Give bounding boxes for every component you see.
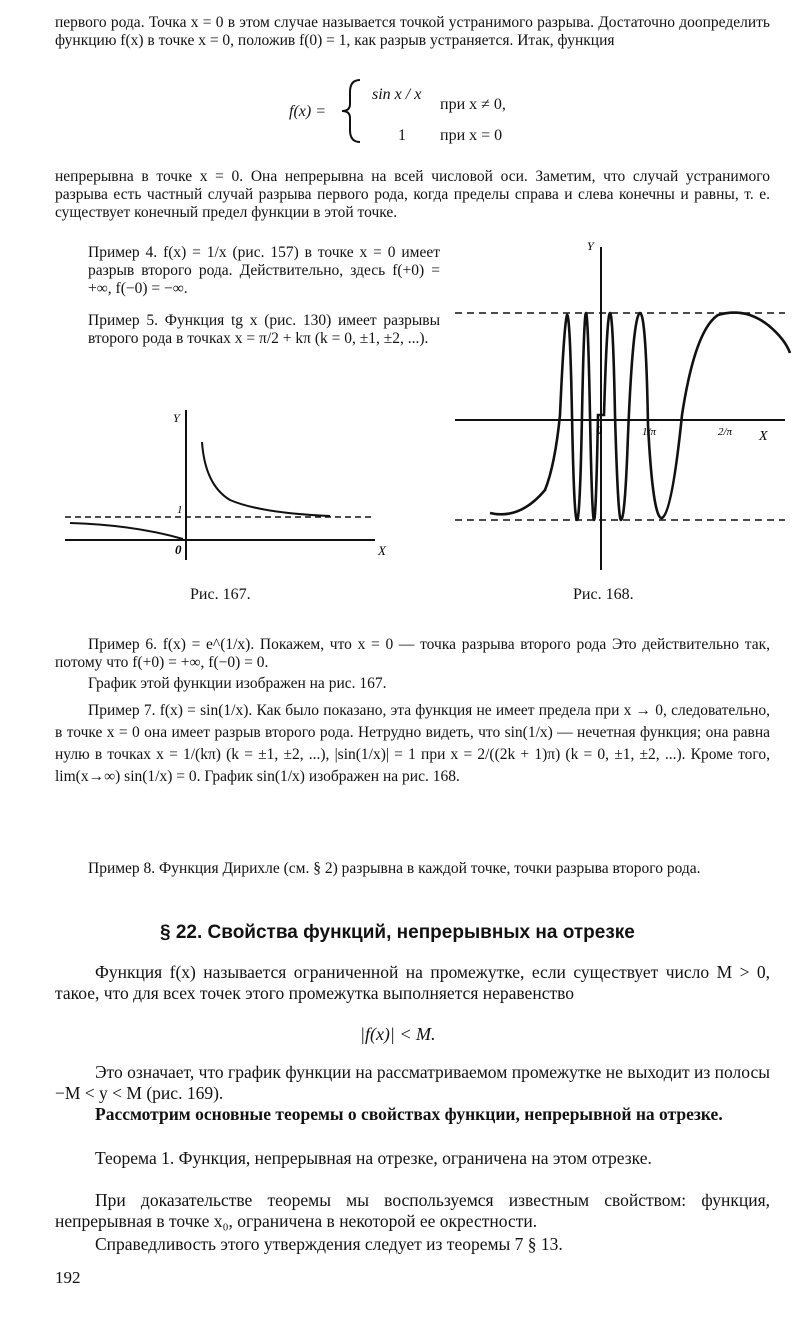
paragraph-justification: Справедливость этого утверждения следует из теоремы 7 § 13. [95,1234,563,1254]
fig168-y-label: Y [587,239,594,253]
section-heading: § 22. Свойства функций, непрерывных на отрезке [160,922,635,943]
paragraph-continuity: непрерывна в точке x = 0. Она непрерывна на всей числовой оси. Заметим, что случай устранимого разрыва есть частный случай разрыва первого рода, когда пределы справа и слева конечны и равны, т. е. существует конечный предел функции в этой точке. [55,168,770,221]
theorem-1: Теорема 1. Функция, непрерывная на отрезке, ограничена на этом отрезке. [95,1148,652,1168]
fig168-tick2-label: 2/π [718,426,733,438]
figure-168 [450,235,795,580]
formula-row1-cond: при x ≠ 0, [440,96,506,113]
formula-brace [338,76,368,146]
fig167-curve-left [70,523,183,539]
formula-row2-expr: 1 [398,127,406,144]
example-6-graph: График этой функции изображен на рис. 167. [88,675,387,692]
fig168-origin-label: 0 [596,423,602,437]
formula-lhs: f(x) = [289,103,326,120]
example-4: Пример 4. f(x) = 1/x (рис. 157) в точке x = 0 имеет разрыв второго рода. Действительно, здесь f(+0) = +∞, f(−0) = −∞. [88,244,440,297]
figure-167 [55,400,385,570]
figure-167-caption: Рис. 167. [190,586,251,603]
fig168-curve [490,313,790,520]
example-6: Пример 6. f(x) = e^(1/x). Покажем, что x = 0 — точка разрыва второго рода Это действительно так, потому что f(+0) = +∞, f(−0) = 0. [55,636,770,671]
paragraph-intro: первого рода. Точка x = 0 в этом случае называется точкой устранимого разрыва. Достаточно доопределить функцию f(x) в точке x = 0, положив f(0) = 1, как разрыв устраняется. Итак, функция [55,14,770,49]
page-number: 192 [55,1268,81,1287]
example-5: Пример 5. Функция tg x (рис. 130) имеет разрывы второго рода в точках x = π/2 + kπ (k = 0, ±1, ±2, ...). [88,312,440,347]
formula-row2-cond: при x = 0 [440,127,503,144]
inequality: |f(x)| < M. [360,1024,436,1044]
paragraph-consider: Рассмотрим основные теоремы о свойствах функции, непрерывной на отрезке. [95,1104,723,1124]
fig167-one-label: 1 [177,504,183,516]
figure-168-caption: Рис. 168. [573,586,634,603]
example-8: Пример 8. Функция Дирихле (см. § 2) разрывна в каждой точке, точки разрыва второго рода. [88,860,701,877]
formula-row1-expr: sin x / x [372,86,422,103]
fig167-x-label: X [378,543,386,558]
paragraph-definition: Функция f(x) называется ограниченной на промежутке, если существует число M > 0, такое, что для всех точек этого промежутка выполняется неравенство [55,962,770,1003]
paragraph-proof: При доказательстве теоремы мы воспользуемся известным свойством: функция, непрерывная в точке x₀, ограничена в некоторой ее окрестности. [55,1190,770,1231]
paragraph-meaning: Это означает, что график функции на рассматриваемом промежутке не выходит из полосы −M < y < M (рис. 169). [55,1062,770,1103]
fig168-x-label: X [759,429,768,444]
example-7: Пример 7. f(x) = sin(1/x). Как было показано, эта функция не имеет предела при x → 0, следовательно, в точке x = 0 она имеет разрыв второго рода. Нетрудно видеть, что sin(1/x) — нечетная функция; она равна нулю в точках x = 1/(kπ) (k = ±1, ±2, ...), |sin(1/x)| = 1 при x = 2/((2k + 1)π) (k = 0, ±1, ±2, ...). Кроме того, lim(x→∞) sin(1/x) = 0. График sin(1/x) изображен на рис. 168. [55,702,770,785]
fig168-tick1-label: 1/π [642,426,657,438]
fig167-origin-label: 0 [175,542,182,557]
fig167-curve-right [202,442,330,516]
fig167-y-label: Y [173,411,180,425]
